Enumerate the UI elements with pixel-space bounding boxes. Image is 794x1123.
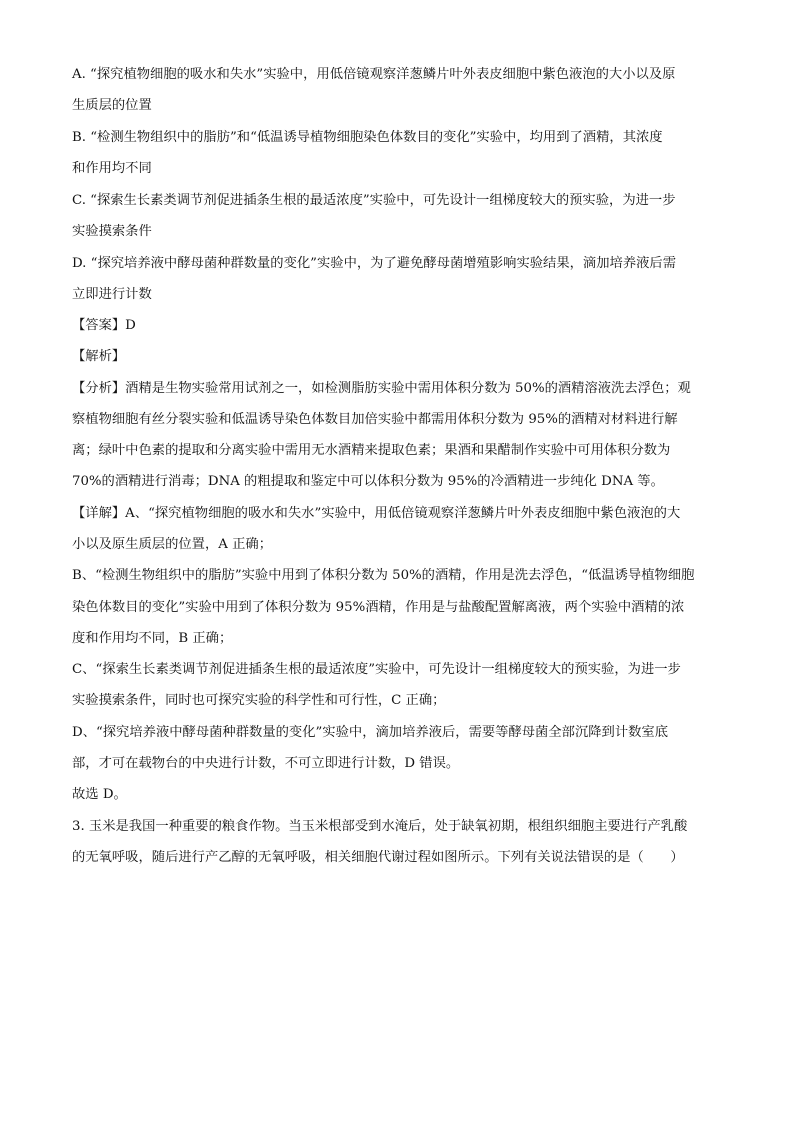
- option-b-line-1: B. “检测生物组织中的脂肪”和“低温诱导植物细胞染色体数目的变化”实验中，均用到了酒精，其浓度: [72, 130, 663, 145]
- option-d-line-2: 立即进行计数: [72, 287, 152, 302]
- analysis-paragraph-line-1: 【分析】酒精是生物实验常用试剂之一，如检测脂肪实验中需用体积分数为 50%的酒精溶液洗去浮色；观: [72, 381, 691, 396]
- analysis-paragraph-line-4: 70%的酒精进行消毒；DNA 的粗提取和鉴定中可以体积分数为 95%的冷酒精进一步纯化 DNA 等。: [72, 474, 664, 489]
- detail-b-line-2: 染色体数目的变化”实验中用到了体积分数为 95%酒精，作用是与盐酸配置解离液，两个实验中酒精的浓: [72, 600, 685, 615]
- detail-a-line-1: 【详解】A、“探究植物细胞的吸水和失水”实验中，用低倍镜观察洋葱鳞片叶外表皮细胞中紫色液泡的大: [72, 506, 681, 521]
- detail-b-line-1: B、“检测生物组织中的脂肪”实验中用到了体积分数为 50%的酒精，作用是洗去浮色，“低温诱导植物细胞: [72, 568, 695, 583]
- option-a-line-1: A. “探究植物细胞的吸水和失水”实验中，用低倍镜观察洋葱鳞片叶外表皮细胞中紫色液泡的大小以及原: [72, 67, 676, 82]
- option-c-line-2: 实验摸索条件: [72, 224, 152, 239]
- detail-d-line-1: D、“探究培养液中酵母菌种群数量的变化”实验中，滴加培养液后，需要等酵母菌全部沉降到计数室底: [72, 725, 669, 740]
- option-a-line-2: 生质层的位置: [72, 98, 152, 113]
- detail-c-line-2: 实验摸索条件，同时也可探究实验的科学性和可行性，C 正确；: [72, 693, 446, 708]
- detail-d-line-2: 部，才可在载物台的中央进行计数，不可立即进行计数，D 错误。: [72, 756, 460, 771]
- detail-c-line-1: C、“探索生长素类调节剂促进插条生根的最适浓度”实验中，可先设计一组梯度较大的预实验，为进一步: [72, 662, 681, 677]
- analysis-paragraph-line-2: 察植物细胞有丝分裂实验和低温诱导染色体数目加倍实验中都需用体积分数为 95%的酒精对材料进行解: [72, 412, 678, 427]
- option-c-line-1: C. “探索生长素类调节剂促进插条生根的最适浓度”实验中，可先设计一组梯度较大的预实验，为进一步: [72, 193, 676, 208]
- detail-b-line-3: 度和作用均不同，B 正确；: [72, 631, 233, 646]
- option-d-line-1: D. “探究培养液中酵母菌种群数量的变化”实验中，为了避免酵母菌增殖影响实验结果，滴加培养液后需: [72, 256, 677, 271]
- question-3-line-2: 的无氧呼吸，随后进行产乙醇的无氧呼吸，相关细胞代谢过程如图所示。下列有关说法错误的是（ ）: [72, 850, 684, 865]
- question-3-line-1: 3. 玉米是我国一种重要的粮食作物。当玉米根部受到水淹后，处于缺氧初期，根组织细胞主要进行产乳酸: [72, 819, 688, 834]
- answer-label: 【答案】D: [72, 318, 136, 333]
- analysis-paragraph-line-3: 离；绿叶中色素的提取和分离实验中需用无水酒精来提取色素；果酒和果醋制作实验中可用体积分数为: [72, 443, 671, 458]
- option-b-line-2: 和作用均不同: [72, 161, 152, 176]
- analysis-heading: 【解析】: [72, 349, 126, 364]
- conclusion-line: 故选 D。: [72, 787, 127, 802]
- detail-a-line-2: 小以及原生质层的位置，A 正确；: [72, 537, 272, 552]
